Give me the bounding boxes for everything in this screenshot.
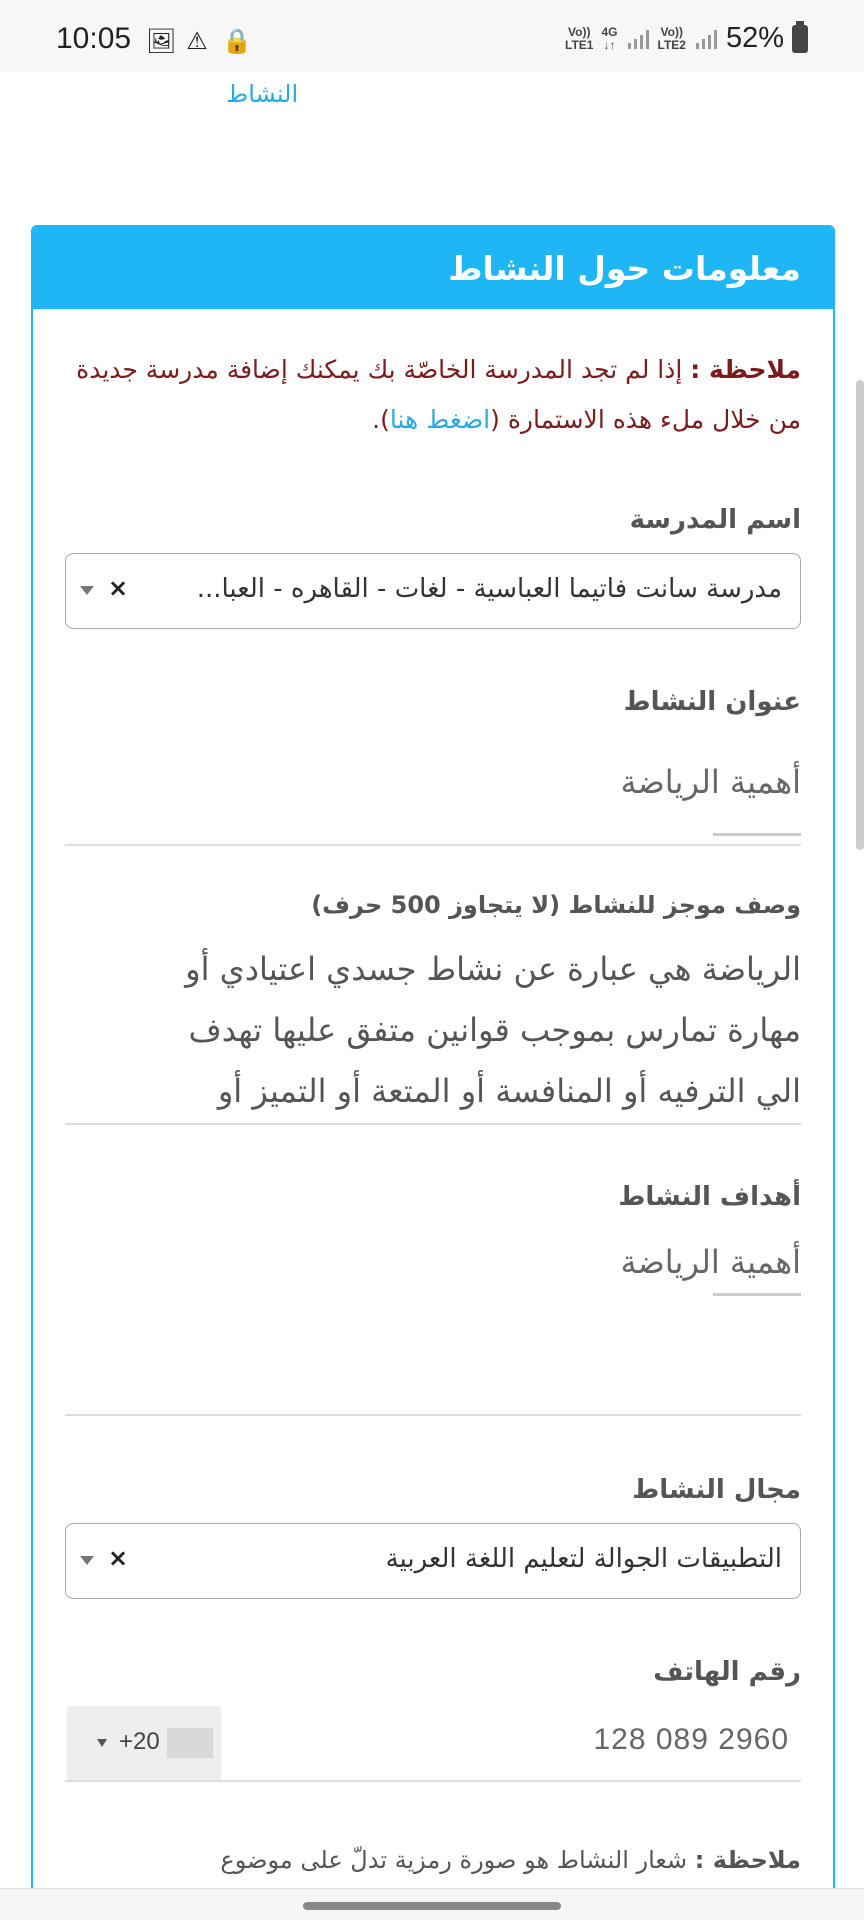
battery-icon — [792, 25, 808, 53]
status-bar — [0, 0, 864, 72]
goals-textarea[interactable]: أهمية الرياضة — [65, 1229, 801, 1416]
goals-label: أهداف النشاط — [618, 1182, 801, 1212]
school-select[interactable] — [65, 553, 801, 629]
signal-icon — [626, 27, 650, 51]
network-lte1: Vo)) LTE1 — [565, 24, 594, 52]
scrollbar[interactable] — [856, 380, 864, 850]
phone-label: رقم الهاتف — [653, 1657, 801, 1687]
home-gesture-handle[interactable] — [303, 1902, 561, 1910]
activity-info-panel — [31, 225, 835, 1920]
title-input[interactable]: أهمية الرياضة — [65, 747, 801, 846]
warning-icon: ⚠ — [186, 27, 208, 55]
navigation-bar — [0, 1888, 864, 1920]
dropdown-arrow-icon[interactable] — [80, 1556, 94, 1565]
dropdown-arrow-icon[interactable] — [80, 586, 94, 595]
clock: 10:05 — [56, 22, 132, 55]
field-label: مجال النشاط — [632, 1475, 801, 1505]
country-code-select[interactable]: +20 — [67, 1706, 221, 1780]
school-label: اسم المدرسة — [629, 505, 801, 535]
field-select[interactable] — [65, 1523, 801, 1599]
battery-percent: 52% — [725, 22, 784, 54]
breadcrumb-link[interactable]: النشاط — [226, 80, 299, 108]
network-4g: 4G ↓↑ — [601, 24, 618, 52]
lock-icon: 🔒 — [222, 27, 252, 55]
panel-title: معلومات حول النشاط — [33, 227, 833, 309]
logo-note: ملاحظة : شعار النشاط هو صورة رمزية تدلّ على موضوع — [220, 1846, 801, 1874]
school-select-value: مدرسة سانت فاتيما العباسية - لغات - القاهره - العبا... — [196, 574, 782, 604]
clear-icon[interactable]: × — [108, 1544, 129, 1572]
field-select-value: التطبيقات الجوالة لتعليم اللغة العربية — [385, 1544, 782, 1574]
phone-number-value: 128 089 2960 — [593, 1723, 789, 1756]
image-icon: 🖼 — [146, 27, 177, 55]
description-label: وصف موجز للنشاط (لا يتجاوز 500 حرف) — [311, 891, 801, 919]
click-here-link[interactable]: اضغط هنا — [389, 405, 491, 434]
school-note: ملاحظة : إذا لم تجد المدرسة الخاصّة بك يمكنك إضافة مدرسة جديدة من خلال ملء هذه الاستمارة (اضغط هنا). — [76, 355, 801, 434]
clear-icon[interactable]: × — [108, 574, 129, 602]
title-label: عنوان النشاط — [623, 687, 801, 717]
signal-icon — [694, 27, 718, 51]
description-text: الرياضة هي عبارة عن نشاط جسدي اعتيادي أو مهارة تمارس بموجب قوانين متفق عليها تهدف الي الترفيه أو المنافسة أو المتعة أو التميز أو — [185, 950, 801, 1110]
network-lte2: Vo)) LTE2 — [657, 24, 686, 52]
